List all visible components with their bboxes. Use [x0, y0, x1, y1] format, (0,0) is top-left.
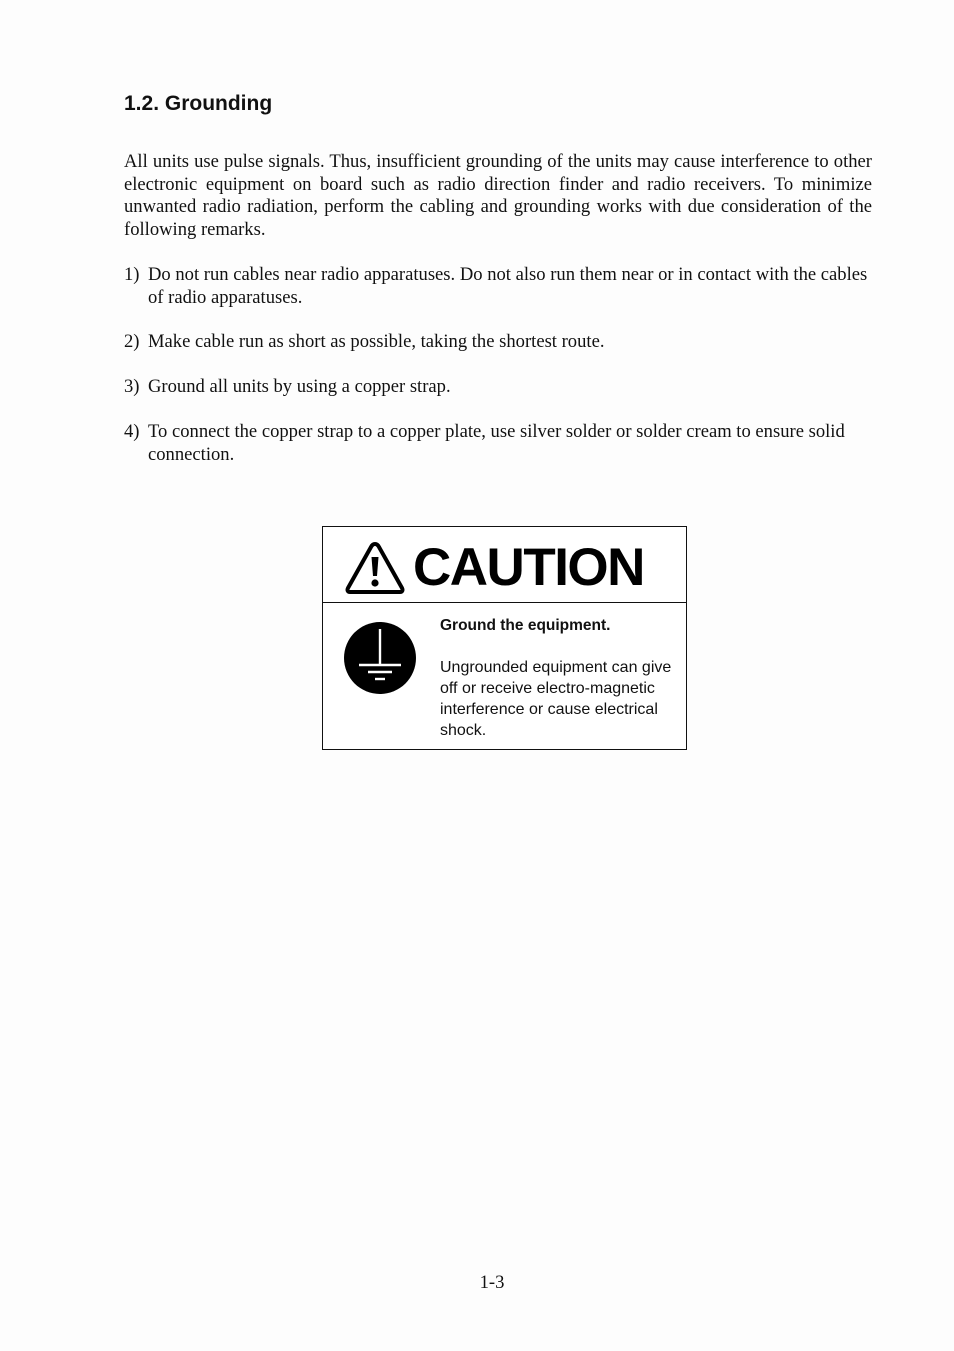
warning-triangle-icon: [345, 541, 405, 595]
caution-header: [323, 527, 686, 603]
intro-paragraph: All units use pulse signals. Thus, insufficient grounding of the units may cause interference to other electronic equipment on board such as radio direction finder and radio receivers. To minimize unwanted radio radiation, perform the cabling and grounding works with due consideration of the following remarks.: [124, 151, 872, 240]
remark-item-3: [124, 376, 872, 399]
remark-item-1: [124, 264, 872, 309]
caution-body: Ungrounded equipment can give off or receive electro-magnetic interference or cause electrical shock.: [440, 659, 672, 739]
page-number: 1-3: [479, 1272, 505, 1293]
remark-text: Do not run cables near radio apparatuses. Do not also run them near or in contact with the cables of radio apparatuses.: [148, 264, 868, 308]
remark-text: Make cable run as short as possible, taking the shortest route.: [148, 331, 605, 352]
remark-text: To connect the copper strap to a copper plate, use silver solder or solder cream to ensure solid connection.: [148, 421, 845, 465]
remark-item-2: [124, 331, 872, 354]
caution-label: CAUTION: [413, 538, 644, 597]
remark-number: 2): [124, 331, 140, 352]
remark-item-4: [124, 421, 872, 466]
remark-number: 4): [124, 421, 140, 442]
ground-symbol-icon: [343, 621, 417, 695]
remark-text: Ground all units by using a copper strap.: [148, 376, 451, 397]
caution-box: [322, 526, 687, 750]
remark-number: 1): [124, 264, 140, 285]
caution-title: Ground the equipment.: [440, 617, 611, 634]
remark-number: 3): [124, 376, 140, 397]
section-heading: 1.2. Grounding: [124, 92, 273, 115]
